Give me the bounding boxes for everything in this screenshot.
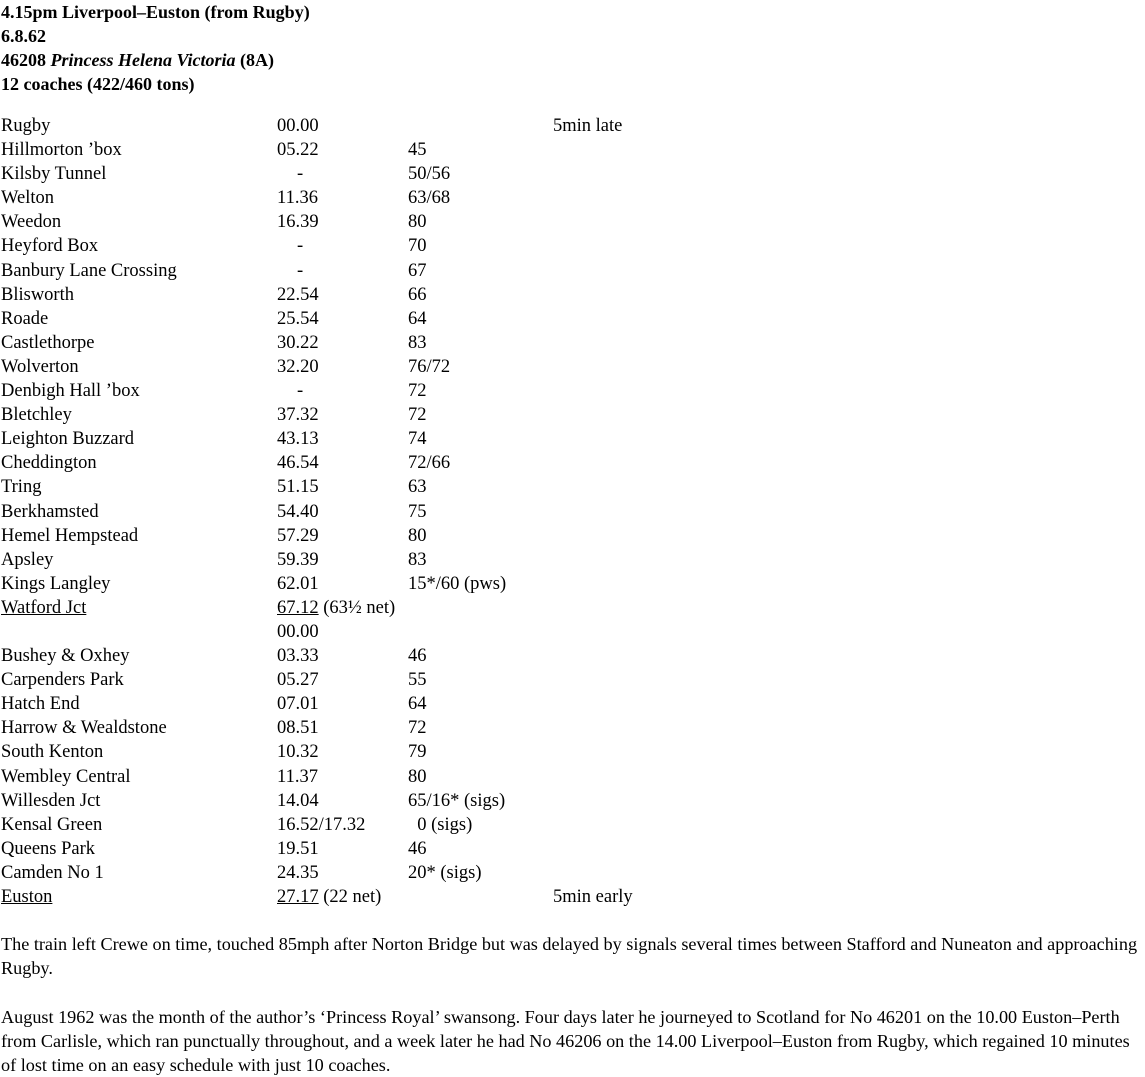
table-row: [1, 403, 1141, 427]
elapsed-time: 03.33: [277, 646, 319, 667]
elapsed-time: 27.17: [277, 887, 319, 907]
station-name: Queens Park: [1, 838, 96, 859]
speed-cell: 72: [408, 405, 427, 426]
table-row: [1, 692, 1141, 716]
speed-cell: 15*/60 (pws): [408, 573, 507, 594]
elapsed-time: 08.51: [277, 718, 319, 739]
net-time-note: (63½ net): [318, 597, 396, 618]
station-name: Bushey & Oxhey: [1, 646, 130, 667]
speed-cell: 80: [408, 525, 427, 546]
speed-cell: 66: [408, 284, 427, 305]
station-name: Kings Langley: [1, 573, 111, 594]
table-row: [1, 451, 1141, 475]
time-cell: [297, 259, 303, 283]
table-row: [1, 331, 1141, 355]
time-cell: [277, 355, 319, 379]
elapsed-time: 25.54: [277, 308, 319, 329]
station-name: Leighton Buzzard: [1, 429, 135, 450]
punctuality-note: 5min early: [553, 887, 633, 907]
timing-table: [1, 114, 1141, 909]
table-row: [1, 355, 1141, 379]
speed-cell: 83: [408, 332, 427, 353]
punctuality-note: 5min late: [553, 116, 623, 136]
speed-cell: 65/16* (sigs): [408, 790, 506, 811]
time-cell: [277, 740, 319, 764]
elapsed-time: 67.12: [277, 597, 319, 618]
table-row: [1, 259, 1141, 283]
elapsed-time: 05.22: [277, 140, 319, 161]
speed-cell: 55: [408, 670, 427, 691]
time-cell: [277, 692, 319, 716]
elapsed-time: 54.40: [277, 501, 319, 522]
table-row: [1, 186, 1141, 210]
time-cell: [297, 234, 303, 258]
speed-cell: 46: [408, 838, 427, 859]
table-row: [1, 644, 1141, 668]
time-cell: [277, 861, 319, 885]
time-cell: [277, 186, 318, 210]
time-cell: [277, 789, 319, 813]
table-row: [1, 524, 1141, 548]
elapsed-time: 11.37: [277, 766, 318, 787]
elapsed-time: 00.00: [277, 621, 319, 642]
station-name: Denbigh Hall ’box: [1, 381, 140, 402]
speed-cell: 72: [408, 718, 427, 739]
elapsed-time: 19.51: [277, 838, 319, 859]
time-cell: [277, 765, 318, 789]
time-cell: [277, 885, 381, 909]
table-row: [1, 475, 1141, 499]
speed-cell: 76/72: [408, 356, 451, 377]
speed-cell: 45: [408, 140, 427, 161]
table-row: [1, 885, 1141, 909]
station-name: Heyford Box: [1, 236, 99, 257]
table-row: [1, 716, 1141, 740]
station-name: Welton: [1, 188, 54, 209]
speed-cell: 63: [408, 477, 427, 498]
time-cell: [277, 668, 319, 692]
paragraph-swansong: August 1962 was the month of the author’s ‘Princess Royal’ swansong. Four days later he journeyed to Scotland for No 46201 on the 10.00 Euston–Perth from Carlisle, which ran punctually throughout, and a week later he had No 46206 on the 14.00 Liverpool–Euston from Rugby, which regained 10 minutes of lost time on an easy schedule with just 10 coaches.: [1, 1007, 1130, 1075]
time-cell: [277, 813, 365, 837]
time-cell: [277, 620, 319, 644]
station-name: Rugby: [1, 116, 51, 136]
speed-cell: 67: [408, 260, 427, 281]
elapsed-time: -: [297, 381, 304, 402]
table-row: [1, 789, 1141, 813]
table-row: [1, 114, 1141, 138]
time-cell: [277, 451, 319, 475]
speed-cell: 64: [408, 694, 427, 715]
speed-cell: 70: [408, 236, 427, 257]
station-name: Camden No 1: [1, 862, 104, 883]
run-date: 6.8.62: [1, 26, 46, 46]
station-name: Watford Jct: [1, 597, 87, 618]
time-cell: [277, 837, 319, 861]
paragraph-crewe-run: The train left Crewe on time, touched 85mph after Norton Bridge but was delayed by signals several times between Stafford and Nuneaton and approaching Rugby.: [1, 934, 1138, 978]
station-name: Wembley Central: [1, 766, 131, 787]
station-name: Willesden Jct: [1, 790, 101, 811]
station-name: Tring: [1, 477, 42, 498]
table-row: [1, 837, 1141, 861]
station-name: Hillmorton ’box: [1, 140, 122, 161]
time-cell: [277, 210, 319, 234]
elapsed-time: 10.32: [277, 742, 319, 763]
station-name: Blisworth: [1, 284, 74, 305]
table-row: [1, 307, 1141, 331]
station-name: Apsley: [1, 549, 54, 570]
elapsed-time: -: [297, 236, 304, 257]
time-cell: [277, 644, 319, 668]
time-cell: [277, 331, 319, 355]
elapsed-time: 14.04: [277, 790, 319, 811]
run-header: [1, 0, 310, 96]
time-cell: [277, 548, 319, 572]
elapsed-time: 46.54: [277, 453, 319, 474]
table-row: [1, 548, 1141, 572]
table-row: [1, 740, 1141, 764]
table-row: [1, 620, 1141, 644]
time-cell: [297, 379, 303, 403]
station-name: Kensal Green: [1, 814, 103, 835]
station-name: Euston: [1, 887, 53, 907]
time-cell: [277, 596, 395, 620]
station-name: Hemel Hempstead: [1, 525, 139, 546]
elapsed-time: 59.39: [277, 549, 319, 570]
loco-class: (8A): [240, 50, 275, 70]
speed-cell: 83: [408, 549, 427, 570]
speed-cell: 72/66: [408, 453, 451, 474]
speed-cell: 72: [408, 381, 427, 402]
speed-cell: 75: [408, 501, 427, 522]
speed-cell: 0 (sigs): [408, 814, 473, 835]
time-cell: [277, 138, 319, 162]
loco-number: 46208: [1, 50, 46, 70]
elapsed-time: 05.27: [277, 670, 319, 691]
station-name: Wolverton: [1, 356, 79, 377]
elapsed-time: 32.20: [277, 356, 319, 377]
elapsed-time: 57.29: [277, 525, 319, 546]
elapsed-time: 43.13: [277, 429, 319, 450]
table-row: [1, 379, 1141, 403]
loco-name: Princess Helena Victoria: [50, 50, 236, 70]
speed-cell: 63/68: [408, 188, 451, 209]
table-row: [1, 596, 1141, 620]
elapsed-time: 22.54: [277, 284, 319, 305]
table-row: [1, 138, 1141, 162]
table-row: [1, 427, 1141, 451]
time-cell: [297, 162, 303, 186]
time-cell: [277, 524, 319, 548]
elapsed-time: 37.32: [277, 405, 319, 426]
table-row: [1, 234, 1141, 258]
time-cell: [277, 716, 319, 740]
net-time-note: (22 net): [318, 887, 382, 907]
elapsed-time: 16.52/17.32: [277, 814, 366, 835]
time-cell: [277, 500, 319, 524]
station-name: Banbury Lane Crossing: [1, 260, 177, 281]
time-cell: [277, 475, 319, 499]
elapsed-time: 62.01: [277, 573, 319, 594]
elapsed-time: -: [297, 260, 304, 281]
station-name: Kilsby Tunnel: [1, 164, 107, 185]
time-cell: [277, 283, 319, 307]
station-name: Berkhamsted: [1, 501, 99, 522]
elapsed-time: 11.36: [277, 188, 318, 209]
table-row: [1, 861, 1141, 885]
table-row: [1, 500, 1141, 524]
elapsed-time: 51.15: [277, 477, 319, 498]
elapsed-time: 30.22: [277, 332, 319, 353]
train-load: 12 coaches (422/460 tons): [1, 74, 195, 94]
elapsed-time: 24.35: [277, 862, 319, 883]
table-row: [1, 813, 1141, 837]
station-name: Bletchley: [1, 405, 72, 426]
speed-cell: 20* (sigs): [408, 862, 482, 883]
table-row: [1, 210, 1141, 234]
locomotive-line: [1, 48, 310, 72]
station-name: Carpenders Park: [1, 670, 124, 691]
time-cell: [277, 427, 319, 451]
speed-cell: 79: [408, 742, 427, 763]
speed-cell: 80: [408, 212, 427, 233]
station-name: Castlethorpe: [1, 332, 95, 353]
table-row: [1, 668, 1141, 692]
table-row: [1, 283, 1141, 307]
station-name: Cheddington: [1, 453, 97, 474]
time-cell: [277, 403, 319, 427]
station-name: Roade: [1, 308, 49, 329]
time-cell: [277, 114, 319, 138]
station-name: Weedon: [1, 212, 62, 233]
elapsed-time: 00.00: [277, 116, 319, 136]
table-row: [1, 572, 1141, 596]
elapsed-time: 16.39: [277, 212, 319, 233]
station-name: Harrow & Wealdstone: [1, 718, 167, 739]
station-name: South Kenton: [1, 742, 104, 763]
station-name: Hatch End: [1, 694, 80, 715]
table-row: [1, 765, 1141, 789]
speed-cell: 50/56: [408, 164, 451, 185]
table-row: [1, 162, 1141, 186]
time-cell: [277, 307, 319, 331]
train-title: 4.15pm Liverpool–Euston (from Rugby): [1, 2, 310, 22]
elapsed-time: -: [297, 164, 304, 185]
speed-cell: 64: [408, 308, 427, 329]
time-cell: [277, 572, 319, 596]
elapsed-time: 07.01: [277, 694, 319, 715]
speed-cell: 46: [408, 646, 427, 667]
speed-cell: 74: [408, 429, 427, 450]
speed-cell: 80: [408, 766, 427, 787]
